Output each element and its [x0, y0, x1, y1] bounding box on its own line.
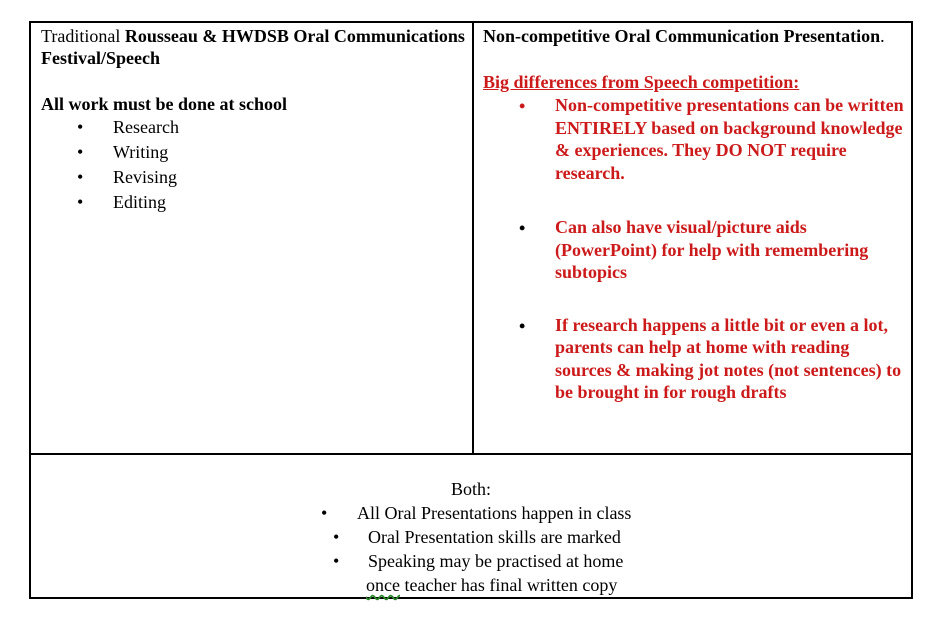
- right-cell: [483, 25, 908, 404]
- column-divider: [472, 23, 474, 453]
- row-divider: [31, 453, 911, 455]
- list-item: • Oral Presentation skills are marked: [333, 527, 621, 547]
- spellcheck-word: once: [366, 575, 400, 595]
- right-subheading: Big differences from Speech competition:: [483, 72, 800, 92]
- right-heading: Non-competitive Oral Communication Presentation.: [483, 26, 885, 46]
- list-item: • Writing: [77, 142, 169, 162]
- list-item: • Revising: [77, 167, 178, 187]
- list-item: • Non-competitive presentations can be written ENTIRELY based on background knowledge & experiences. They DO NOT require research.: [519, 95, 904, 183]
- list-item: • All Oral Presentations happen in class: [321, 503, 632, 523]
- list-item: • Speaking may be practised at home: [333, 551, 624, 571]
- comparison-table: [29, 21, 913, 599]
- left-list: [41, 115, 466, 215]
- both-title: Both:: [450, 479, 491, 499]
- list-item: • Can also have visual/picture aids (PowerPoint) for help with remembering subtopics: [519, 217, 869, 282]
- bottom-cell: [31, 456, 911, 597]
- left-subheading: All work must be done at school: [41, 94, 288, 114]
- list-item: • Research: [77, 117, 179, 137]
- list-item: • Editing: [77, 192, 166, 212]
- left-cell: [41, 25, 466, 215]
- list-item: • If research happens a little bit or even a lot, parents can help at home with reading sources & making jot notes (not sentences) to be brought in for rough drafts: [519, 314, 902, 402]
- right-list: [483, 94, 908, 404]
- left-heading: Traditional Rousseau & HWDSB Oral Communications Festival/Speech: [41, 26, 465, 68]
- list-item-continuation: once teacher has final written copy: [366, 575, 618, 595]
